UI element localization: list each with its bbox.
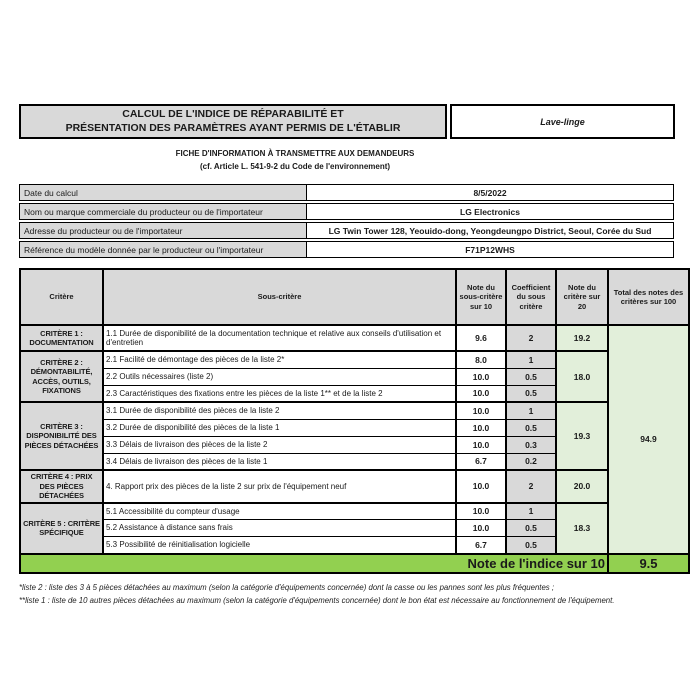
info-label-producer-address: Adresse du producteur ou de l'importateur (20, 223, 307, 238)
final-score-value: 9.5 (608, 554, 689, 573)
coeff-1-1: 2 (506, 325, 556, 351)
coeff-4: 2 (506, 470, 556, 503)
criterion-3-label: CRITÈRE 3 : DISPONIBILITÉ DES PIÈCES DÉTACHÉES (20, 402, 103, 470)
note-3-4: 6.7 (456, 453, 506, 470)
info-row-date (19, 184, 674, 201)
final-score-row (20, 554, 689, 573)
subcriterion-2-3: 2.3 Caractéristiques des fixations entre les pièces de la liste 1** et de la liste 2 (103, 385, 456, 402)
footnote-liste-1: **liste 1 : liste de 10 autres pièces détachées au maximum (selon la catégorie d'équipements concernée) dont le bon état est nécessaire au fonctionnement de l'équipement. (19, 596, 615, 605)
criterion-4-label: CRITÈRE 4 : PRIX DES PIÈCES DÉTACHÉES (20, 470, 103, 503)
col-header-total: Total des notes des critères sur 100 (608, 269, 689, 325)
info-value-date: 8/5/2022 (307, 185, 673, 200)
info-label-producer-name: Nom ou marque commerciale du producteur ou de l'importateur (20, 204, 307, 219)
note-5-3: 6.7 (456, 537, 506, 554)
criterion-4-note20: 20.0 (556, 470, 608, 503)
subcriterion-4: 4. Rapport prix des pièces de la liste 2 sur prix de l'équipement neuf (103, 470, 456, 503)
note-4: 10.0 (456, 470, 506, 503)
subcriterion-2-2: 2.2 Outils nécessaires (liste 2) (103, 368, 456, 385)
subcriterion-3-2: 3.2 Durée de disponibilité des pièces de la liste 1 (103, 419, 456, 436)
coeff-5-2: 0.5 (506, 520, 556, 537)
note-5-2: 10.0 (456, 520, 506, 537)
note-3-1: 10.0 (456, 402, 506, 419)
total-score-100: 94.9 (608, 325, 689, 554)
subcriterion-5-3: 5.3 Possibilité de réinitialisation logicielle (103, 537, 456, 554)
product-type-cell (450, 104, 675, 139)
final-score-label: Note de l'indice sur 10 (20, 554, 608, 573)
table-row (20, 503, 689, 520)
footnotes (19, 581, 689, 608)
subcriterion-2-1: 2.1 Facilité de démontage des pièces de la liste 2* (103, 351, 456, 368)
note-2-3: 10.0 (456, 385, 506, 402)
criterion-5-label: CRITÈRE 5 : CRITÈRE SPÉCIFIQUE (20, 503, 103, 554)
subcriterion-3-4: 3.4 Délais de livraison des pièces de la liste 1 (103, 453, 456, 470)
criterion-3-note20: 19.3 (556, 402, 608, 470)
subcriterion-1-1: 1.1 Durée de disponibilité de la documentation technique et relative aux conseils d'utilisation et d'entretien (103, 325, 456, 351)
criterion-1-label: CRITÈRE 1 : DOCUMENTATION (20, 325, 103, 351)
coeff-2-1: 1 (506, 351, 556, 368)
info-value-model-reference: F71P12WHS (307, 242, 673, 257)
subtitle (19, 147, 571, 173)
coeff-5-1: 1 (506, 503, 556, 520)
note-3-3: 10.0 (456, 436, 506, 453)
score-table (19, 268, 690, 574)
info-row-producer-address (19, 222, 674, 239)
note-5-1: 10.0 (456, 503, 506, 520)
product-type-label: Lave-linge (540, 116, 585, 127)
subtitle-line1: FICHE D'INFORMATION À TRANSMETTRE AUX DEMANDEURS (175, 149, 415, 158)
coeff-2-2: 0.5 (506, 368, 556, 385)
criterion-1-note20: 19.2 (556, 325, 608, 351)
col-header-sous-critere: Sous-critère (103, 269, 456, 325)
coeff-3-4: 0.2 (506, 453, 556, 470)
coeff-3-1: 1 (506, 402, 556, 419)
table-row (20, 402, 689, 419)
subcriterion-3-1: 3.1 Durée de disponibilité des pièces de la liste 2 (103, 402, 456, 419)
document-title (19, 104, 447, 139)
subcriterion-3-3: 3.3 Délais de livraison des pièces de la liste 2 (103, 436, 456, 453)
table-row (20, 470, 689, 503)
note-2-1: 8.0 (456, 351, 506, 368)
col-header-coefficient: Coefficient du sous critère (506, 269, 556, 325)
score-table-header-row (20, 269, 689, 325)
coeff-2-3: 0.5 (506, 385, 556, 402)
document-title-line2: PRÉSENTATION DES PARAMÈTRES AYANT PERMIS DE L'ÉTABLIR (65, 121, 401, 134)
criterion-2-note20: 18.0 (556, 351, 608, 402)
document-title-line1: CALCUL DE L'INDICE DE RÉPARABILITÉ ET (122, 108, 344, 120)
coeff-5-3: 0.5 (506, 537, 556, 554)
criterion-2-label: CRITÈRE 2 : DÉMONTABILITÉ, ACCÈS, OUTILS, FIXATIONS (20, 351, 103, 402)
table-row (20, 351, 689, 368)
subcriterion-5-2: 5.2 Assistance à distance sans frais (103, 520, 456, 537)
info-label-model-reference: Référence du modèle donnée par le producteur ou l'importateur (20, 242, 307, 257)
subtitle-line2: (cf. Article L. 541-9-2 du Code de l'environnement) (199, 162, 391, 171)
producer-info-table (19, 184, 674, 258)
coeff-3-3: 0.3 (506, 436, 556, 453)
note-2-2: 10.0 (456, 368, 506, 385)
title-bar (19, 104, 675, 139)
table-row (20, 325, 689, 351)
coeff-3-2: 0.5 (506, 419, 556, 436)
col-header-note-critere: Note du critère sur 20 (556, 269, 608, 325)
criterion-5-note20: 18.3 (556, 503, 608, 554)
info-row-producer-name (19, 203, 674, 220)
note-1-1: 9.6 (456, 325, 506, 351)
info-value-producer-name: LG Electronics (307, 204, 673, 219)
col-header-note-sous-critere: Note du sous-critère sur 10 (456, 269, 506, 325)
info-value-producer-address: LG Twin Tower 128, Yeouido-dong, Yeongdeungpo District, Seoul, Corée du Sud (307, 223, 673, 238)
info-row-model-reference (19, 241, 674, 258)
info-label-date: Date du calcul (20, 185, 307, 200)
note-3-2: 10.0 (456, 419, 506, 436)
footnote-liste-2: *liste 2 : liste des 3 à 5 pièces détachées au maximum (selon la catégorie d'équipements concernée) dont la casse ou les pannes sont les plus fréquentes ; (19, 582, 555, 592)
subcriterion-5-1: 5.1 Accessibilité du compteur d'usage (103, 503, 456, 520)
col-header-critere: Critère (20, 269, 103, 325)
